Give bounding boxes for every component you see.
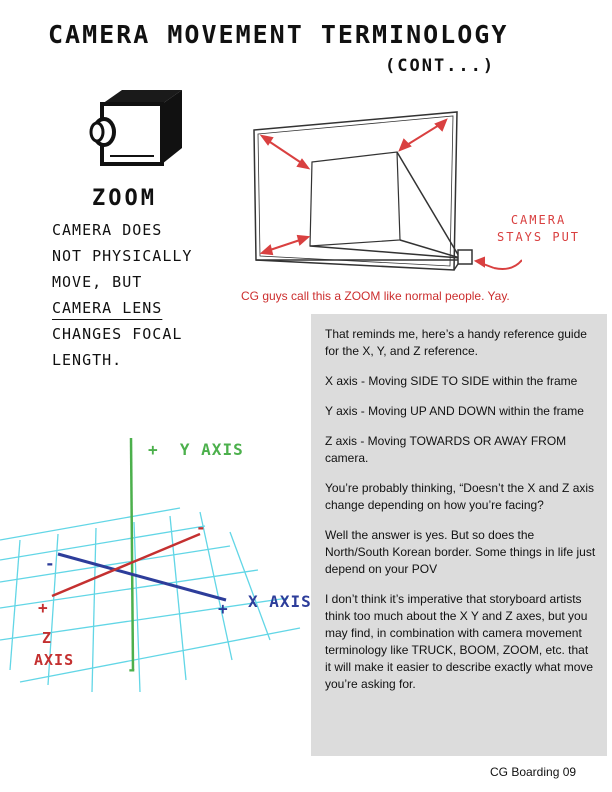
zoom-desc-line: MOVE, BUT <box>52 273 143 291</box>
camera-small-icon <box>458 250 472 264</box>
y-plus: + <box>148 440 159 459</box>
info-paragraph: I don’t think it’s imperative that storyboard artists think too much about the X Y and Z axes, but you may find, in combination with camera movement terminology like TRUCK, BOOM, ZOOM, etc. that it will make it easier to describe exactly what move you’re asking for. <box>325 592 594 691</box>
zoom-frame-sketch <box>232 100 522 285</box>
z-axis-text-line: AXIS <box>34 651 75 669</box>
camera-note-line: CAMERA <box>510 213 567 227</box>
y-axis-label <box>148 440 244 459</box>
info-paragraph: Y axis - Moving UP AND DOWN within the frame <box>325 404 584 418</box>
y-minus: - <box>127 660 138 679</box>
zoom-desc-line: LENGTH. <box>52 351 123 369</box>
zoom-desc-line: CHANGES FOCAL <box>52 325 183 343</box>
z-plus: + <box>38 598 49 617</box>
x-minus: - <box>45 554 56 573</box>
y-axis-text: Y AXIS <box>179 440 244 459</box>
info-paragraph: X axis - Moving SIDE TO SIDE within the frame <box>325 374 578 388</box>
zoom-desc-line: NOT PHYSICALLY <box>52 247 193 265</box>
x-plus: + <box>218 599 229 618</box>
info-paragraph: Z axis - Moving TOWARDS OR AWAY FROM camera. <box>325 434 567 465</box>
camera-stays-put-note <box>497 212 580 246</box>
info-paragraph: That reminds me, here’s a handy reference guide for the X, Y, and Z reference. <box>325 327 587 358</box>
reference-info-box <box>311 314 607 756</box>
zoom-caption: CG guys call this a ZOOM like normal people. Yay. <box>241 289 510 303</box>
z-minus: - <box>196 518 207 537</box>
zoom-desc-line-underlined: CAMERA LENS <box>52 299 163 317</box>
page-title: CAMERA MOVEMENT TERMINOLOGY <box>48 20 509 49</box>
z-axis-text-line: Z <box>42 629 53 647</box>
page-footer: CG Boarding 09 <box>490 765 577 779</box>
info-paragraph: Well the answer is yes. But so does the North/South Korean border. Some things in life just depend on your POV <box>325 528 596 576</box>
z-axis-label <box>34 627 74 671</box>
zoom-description <box>52 217 227 373</box>
info-paragraph: You’re probably thinking, “Doesn’t the X and Z axis change depending on how you’re facing? <box>325 481 595 512</box>
zoom-heading: ZOOM <box>92 186 157 211</box>
page-title-continued: (CONT...) <box>385 56 496 76</box>
zoom-desc-line: CAMERA DOES <box>52 221 163 239</box>
camera-note-line: STAYS PUT <box>497 230 581 244</box>
x-axis-label: X AXIS <box>248 592 312 611</box>
camera-icon <box>88 86 188 181</box>
